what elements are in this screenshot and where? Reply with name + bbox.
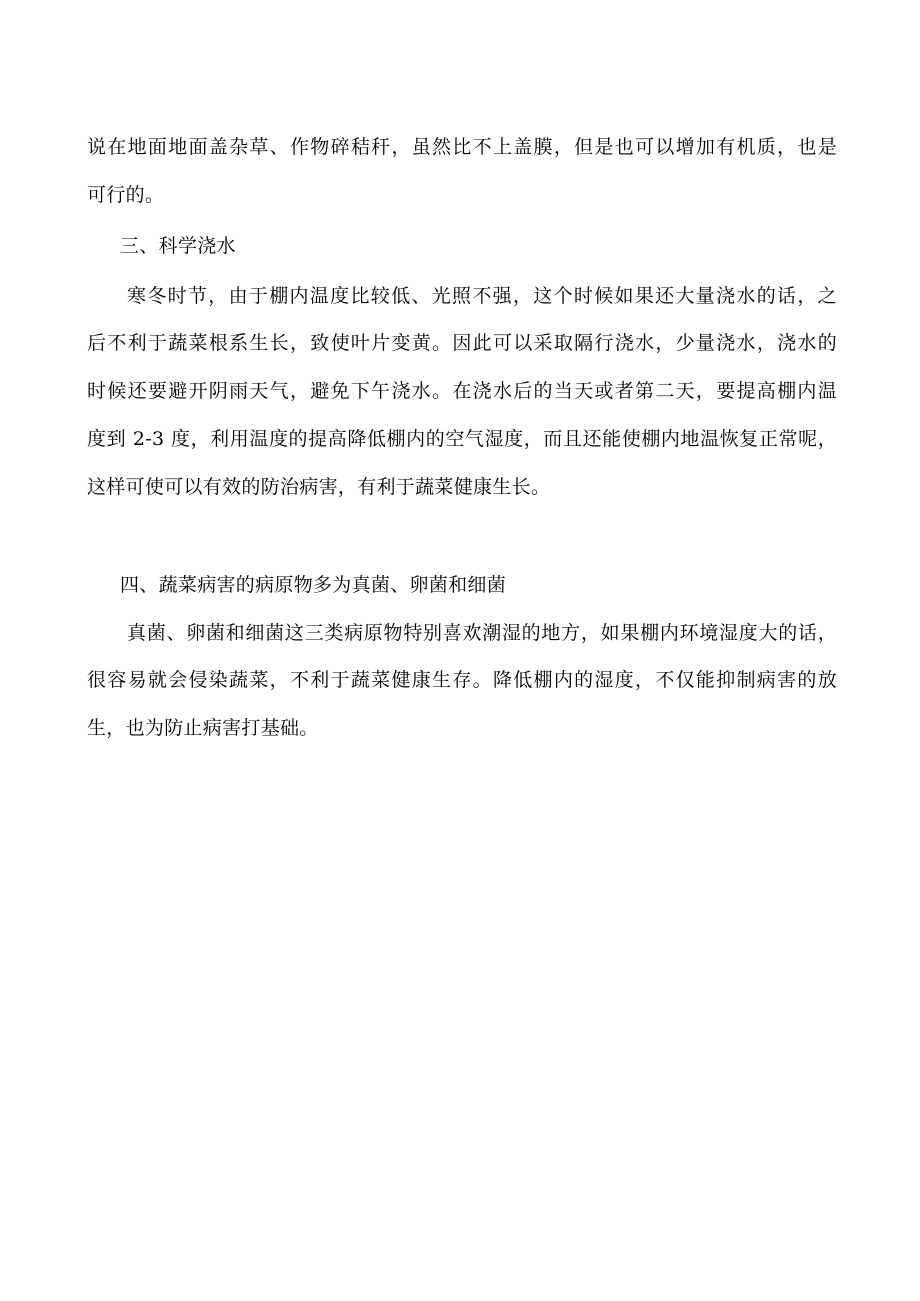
intro-line-2: 可行的。 [87, 184, 165, 206]
section-4-line-1: 真菌、卵菌和细菌这三类病原物特别喜欢潮湿的地方，如果棚内环境湿度大的话， [127, 622, 837, 644]
section-4-line-2: 很容易就会侵染蔬菜，不利于蔬菜健康生存。降低棚内的湿度，不仅能抑制病害的放 [87, 669, 837, 691]
section-3-line-2: 后不利于蔬菜根系生长，致使叶片变黄。因此可以采取隔行浇水，少量浇水，浇水的 [87, 332, 837, 354]
section-4-heading: 四、蔬菜病害的病原物多为真菌、卵菌和细菌 [120, 574, 507, 596]
section-4-line-3: 生，也为防止病害打基础。 [87, 717, 319, 739]
section-3-line-4: 度到 2-3 度，利用温度的提高降低棚内的空气湿度，而且还能使棚内地温恢复正常呢， [87, 428, 837, 450]
section-3-line-1: 寒冬时节，由于棚内温度比较低、光照不强，这个时候如果还大量浇水的话，之 [127, 285, 837, 307]
intro-line-1: 说在地面地面盖杂草、作物碎秸秆，虽然比不上盖膜，但是也可以增加有机质，也是 [87, 136, 837, 158]
section-3-line-3: 时候还要避开阴雨天气，避免下午浇水。在浇水后的当天或者第二天，要提高棚内温 [87, 380, 837, 402]
section-3-heading: 三、科学浇水 [120, 235, 236, 257]
section-3-line-5: 这样可使可以有效的防治病害，有利于蔬菜健康生长。 [87, 476, 551, 498]
